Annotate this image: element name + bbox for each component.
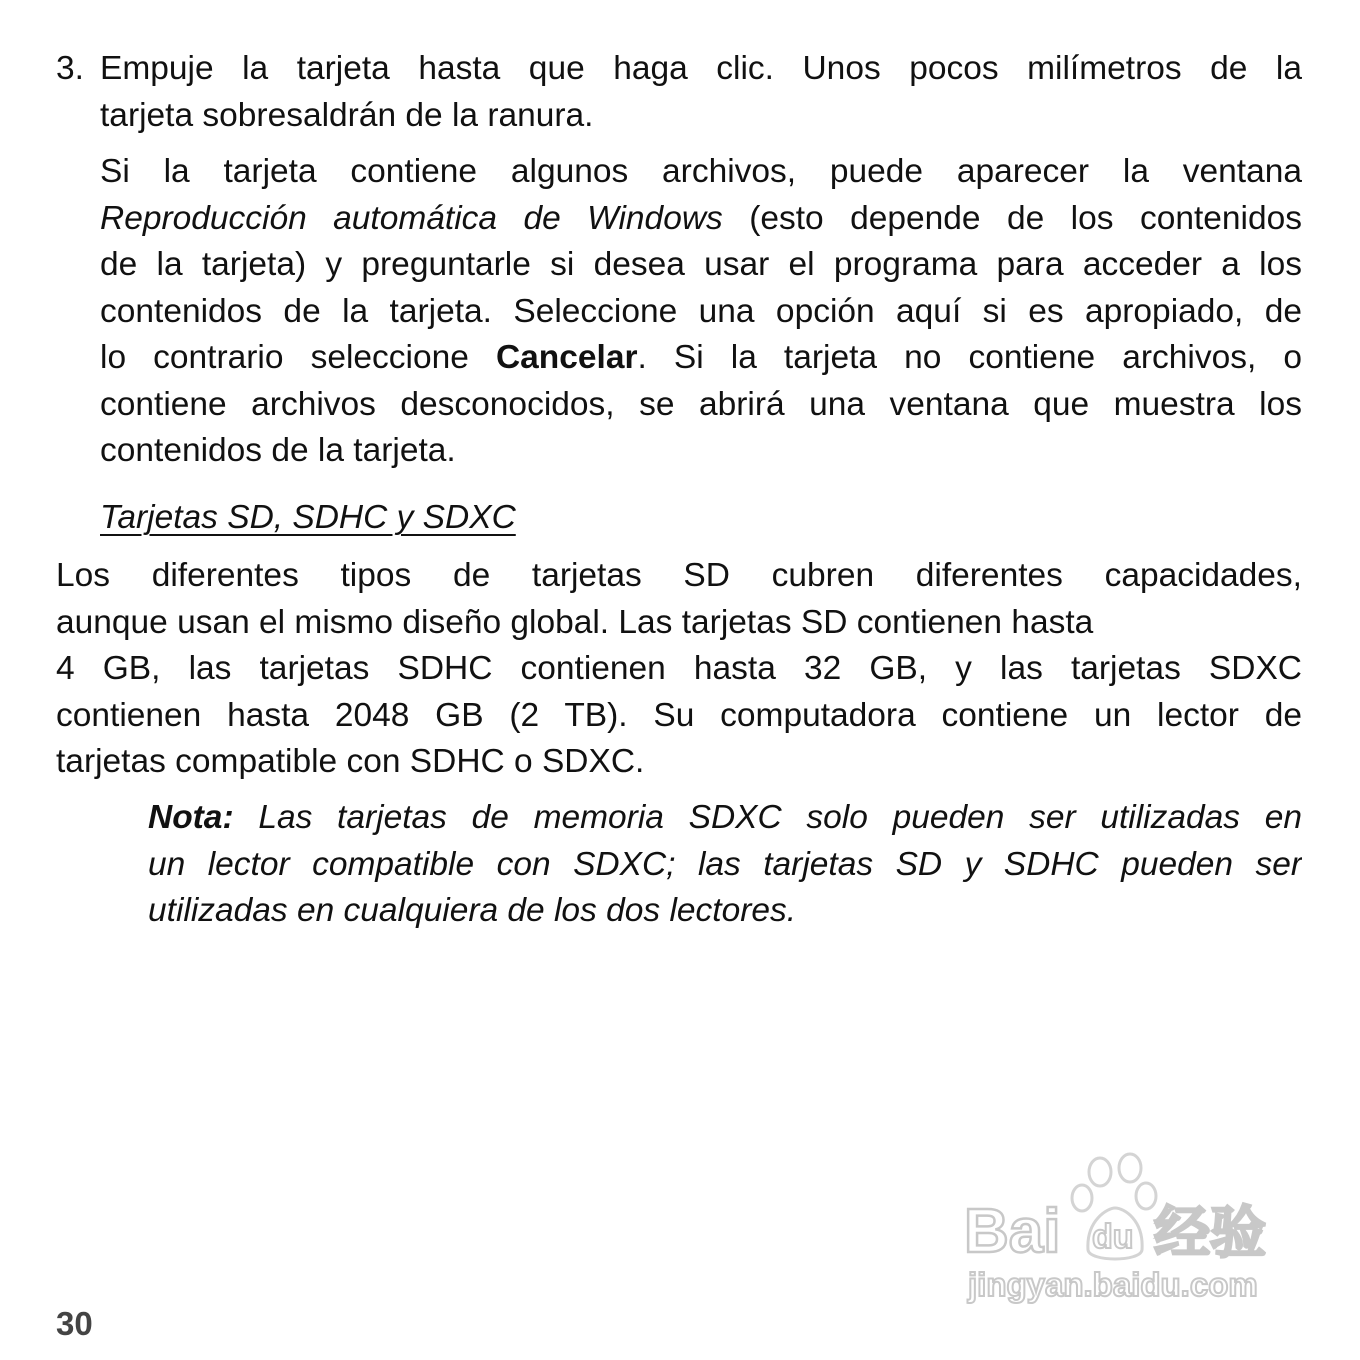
text-line: contiene archivos desconocidos, se abrirá una ventana que muestra los <box>100 385 1302 423</box>
list-item-3 <box>100 46 1302 139</box>
item3-paragraph <box>100 149 1302 475</box>
section-heading: Tarjetas SD, SDHC y SDXC <box>100 499 516 536</box>
page-number: 30 <box>56 1305 93 1342</box>
watermark-url: jingyan.baidu.com <box>968 1266 1258 1303</box>
watermark-brand-latin: Bai <box>964 1197 1061 1266</box>
text-line: un lector compatible con SDXC; las tarjetas SD y SDHC pueden ser <box>148 845 1302 883</box>
sd-paragraph <box>56 553 1302 786</box>
note-label: Nota: <box>148 799 234 836</box>
bold-term: Cancelar <box>495 339 638 376</box>
baidu-jingyan-watermark <box>958 1150 1288 1310</box>
text-line: contenidos de la tarjeta. Seleccione una opción aquí si es apropiado, de <box>100 292 1302 330</box>
text-fragment: lo contrario seleccione <box>100 339 496 376</box>
baidu-logo-icon <box>958 1150 1288 1310</box>
text-line: Si la tarjeta contiene algunos archivos, puede aparecer la ventana <box>100 153 1302 190</box>
note-block <box>148 795 1302 935</box>
text-line <box>100 335 1302 382</box>
italic-term: Reproducción automática de Windows <box>100 199 723 237</box>
text-fragment: . Si la tarjeta no contiene archivos, o <box>637 339 1302 376</box>
text-line: aunque usan el mismo diseño global. Las tarjetas SD contienen hasta <box>56 603 1094 641</box>
text-line: 4 GB, las tarjetas SDHC contienen hasta 32 GB, y las tarjetas SDXC <box>56 650 1302 687</box>
watermark-brand-cn: 经验 <box>1154 1201 1266 1266</box>
text-line: Empuje la tarjeta hasta que haga clic. Unos pocos milímetros de la <box>100 50 1302 87</box>
text-fragment: (esto depende de los contenidos <box>722 199 1302 237</box>
text-line: tarjetas compatible con SDHC o SDXC. <box>56 743 645 780</box>
list-number: 3. <box>56 50 84 87</box>
text-line <box>148 795 1302 842</box>
text-fragment: Las tarjetas de memoria SDXC solo pueden ser utilizadas en <box>233 799 1302 836</box>
text-line: de la tarjeta) y preguntarle si desea usar el programa para acceder a los <box>100 246 1302 283</box>
text-line: contienen hasta 2048 GB (2 TB). Su computadora contiene un lector de <box>56 696 1302 734</box>
text-line <box>100 196 1302 243</box>
text-line: contenidos de la tarjeta. <box>100 432 456 469</box>
text-line: tarjeta sobresaldrán de la ranura. <box>100 96 594 134</box>
text-line: utilizadas en cualquiera de los dos lectores. <box>148 892 797 929</box>
text-line: Los diferentes tipos de tarjetas SD cubren diferentes capacidades, <box>56 557 1302 594</box>
watermark-brand-du: du <box>1092 1218 1134 1256</box>
